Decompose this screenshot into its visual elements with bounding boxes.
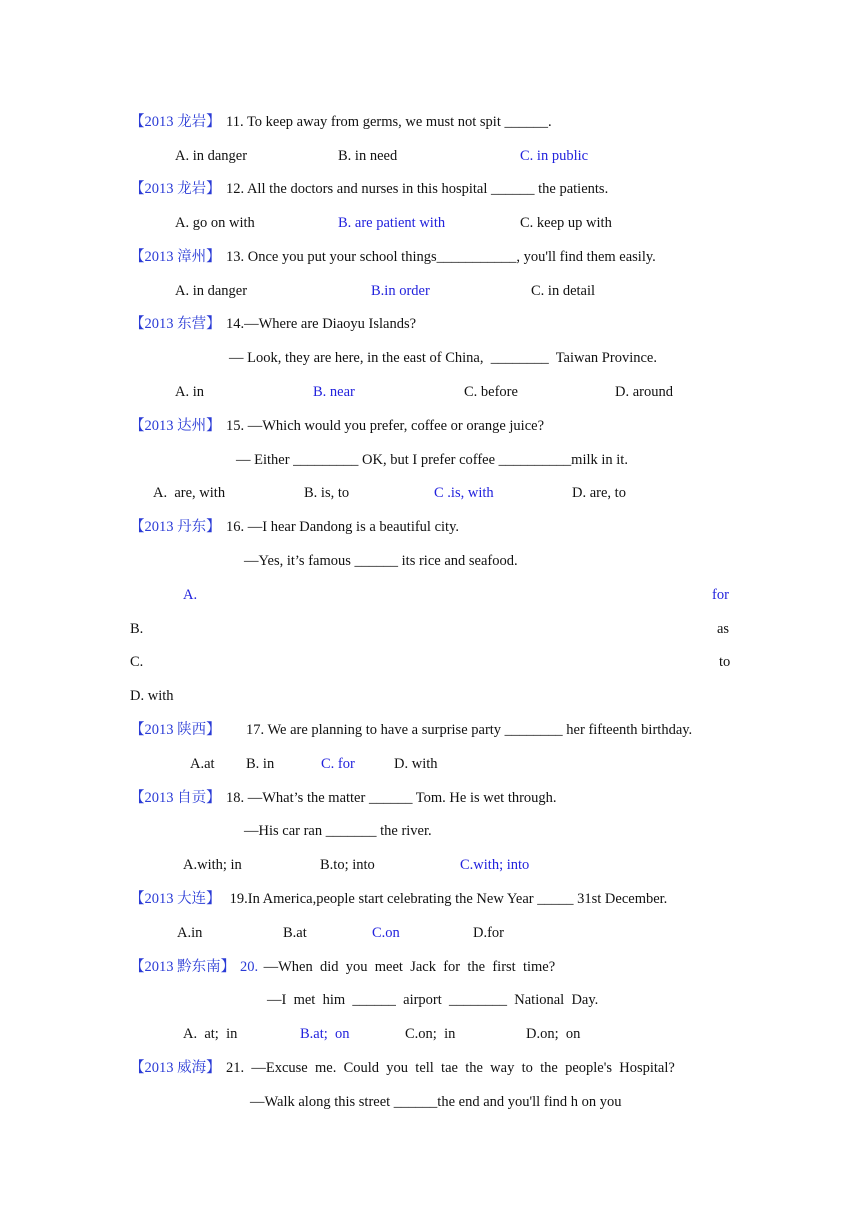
options-14 <box>0 381 673 403</box>
source-tag: 【2013 丹东】 <box>130 519 221 535</box>
question-text: 17. We are planning to have a surprise party ________ her fifteenth birthday. <box>246 722 693 738</box>
question-number: 20. <box>240 959 259 975</box>
option-a: A. are, with <box>153 485 226 501</box>
option-d: D. are, to <box>572 485 626 501</box>
question-text: 18. —What’s the matter ______ Tom. He is wet through. <box>226 790 557 806</box>
source-tag: 【2013 龙岩】 <box>130 181 221 197</box>
option-c: C. before <box>464 384 518 400</box>
reply-text: —I met him ______ airport ________ National Day. <box>267 992 599 1008</box>
option-c-answer: C.on <box>372 925 400 941</box>
source-tag: 【2013 威海】 <box>130 1060 221 1076</box>
options-13 <box>0 280 596 302</box>
option-c-answer: C.with; into <box>460 857 530 873</box>
option-a: A. go on with <box>175 215 255 231</box>
option-a-answer: for <box>712 587 729 603</box>
option-c-answer: C .is, with <box>434 485 494 501</box>
reply-text: —His car ran _______ the river. <box>244 823 432 839</box>
option-c-text: to <box>719 654 731 670</box>
option-b: B. is, to <box>304 485 350 501</box>
source-tag: 【2013 黔东南】 <box>130 959 236 975</box>
question-text: 11. To keep away from germs, we must not spit ______. <box>226 114 552 130</box>
options-20 <box>0 1023 581 1045</box>
option-a-label: A. <box>183 587 198 603</box>
reply-text: — Either _________ OK, but I prefer coffee __________milk in it. <box>236 452 628 468</box>
question-text: —When did you meet Jack for the first time? <box>260 959 556 975</box>
question-17 <box>0 719 693 741</box>
option-b: B.to; into <box>320 857 375 873</box>
option-b-text: as <box>717 621 730 637</box>
question-11 <box>0 111 552 133</box>
option-a: A.with; in <box>183 857 242 873</box>
option-c-label: C. <box>130 654 144 670</box>
question-text: 12. All the doctors and nurses in this hospital ______ the patients. <box>226 181 609 197</box>
option-d: D. around <box>615 384 673 400</box>
question-13 <box>0 246 656 268</box>
source-tag: 【2013 自贡】 <box>130 790 221 806</box>
question-text: 15. —Which would you prefer, coffee or orange juice? <box>226 418 545 434</box>
option-b: B. in <box>246 756 275 772</box>
option-a: A.in <box>177 925 203 941</box>
option-b-line <box>0 618 730 640</box>
question-14 <box>0 313 417 335</box>
options-15 <box>0 482 626 504</box>
option-a: A. in danger <box>175 283 248 299</box>
question-text: 21. —Excuse me. Could you tell tae the way to the people's Hospital? <box>226 1060 675 1076</box>
option-c: C. keep up with <box>520 215 612 231</box>
options-17 <box>0 753 438 775</box>
option-a: A. at; in <box>183 1026 238 1042</box>
option-a-line <box>0 584 729 606</box>
option-b-answer: B. near <box>313 384 355 400</box>
option-b: B.at <box>283 925 307 941</box>
source-tag: 【2013 漳州】 <box>130 249 221 265</box>
source-tag: 【2013 大连】 <box>130 891 221 907</box>
question-19 <box>0 888 668 910</box>
options-19 <box>0 922 505 944</box>
option-c-line <box>0 651 731 673</box>
reply-20 <box>0 989 599 1011</box>
reply-text: —Walk along this street ______the end and you'll find h on you <box>250 1094 622 1110</box>
reply-18 <box>0 820 432 842</box>
source-tag: 【2013 龙岩】 <box>130 114 221 130</box>
option-a: A.at <box>190 756 215 772</box>
option-d-line <box>0 685 174 707</box>
option-d: D.on; on <box>526 1026 581 1042</box>
option-d: D. with <box>394 756 438 772</box>
question-text: 14.—Where are Diaoyu Islands? <box>226 316 417 332</box>
question-18 <box>0 787 557 809</box>
option-d: D.for <box>473 925 505 941</box>
option-a: A. in <box>175 384 204 400</box>
question-text: 19.In America,people start celebrating the New Year _____ 31st December. <box>226 891 668 907</box>
option-d: D. with <box>130 688 174 704</box>
source-tag: 【2013 达州】 <box>130 418 221 434</box>
reply-text: —Yes, it’s famous ______ its rice and seafood. <box>244 553 518 569</box>
option-b-label: B. <box>130 621 144 637</box>
option-c: C.on; in <box>405 1026 456 1042</box>
reply-14 <box>0 347 657 369</box>
option-c-answer: C. for <box>321 756 355 772</box>
question-text: 13. Once you put your school things___________, you'll find them easily. <box>226 249 656 265</box>
question-16 <box>0 516 460 538</box>
option-a: A. in danger <box>175 148 248 164</box>
question-15 <box>0 415 545 437</box>
option-b-answer: B.in order <box>371 283 430 299</box>
reply-16 <box>0 550 518 572</box>
source-tag: 【2013 东营】 <box>130 316 221 332</box>
reply-15 <box>0 449 628 471</box>
option-c-answer: C. in public <box>520 148 589 164</box>
option-b-answer: B. are patient with <box>338 215 446 231</box>
question-text: 16. —I hear Dandong is a beautiful city. <box>226 519 460 535</box>
question-20 <box>0 956 556 978</box>
options-18 <box>0 854 530 876</box>
option-b-answer: B.at; on <box>300 1026 350 1042</box>
question-12 <box>0 178 609 200</box>
source-tag: 【2013 陕西】 <box>130 722 221 738</box>
question-21 <box>0 1057 675 1079</box>
reply-text: — Look, they are here, in the east of China, ________ Taiwan Province. <box>229 350 657 366</box>
option-b: B. in need <box>338 148 398 164</box>
reply-21 <box>0 1091 622 1113</box>
option-c: C. in detail <box>531 283 596 299</box>
options-11 <box>0 145 589 167</box>
options-12 <box>0 212 612 234</box>
